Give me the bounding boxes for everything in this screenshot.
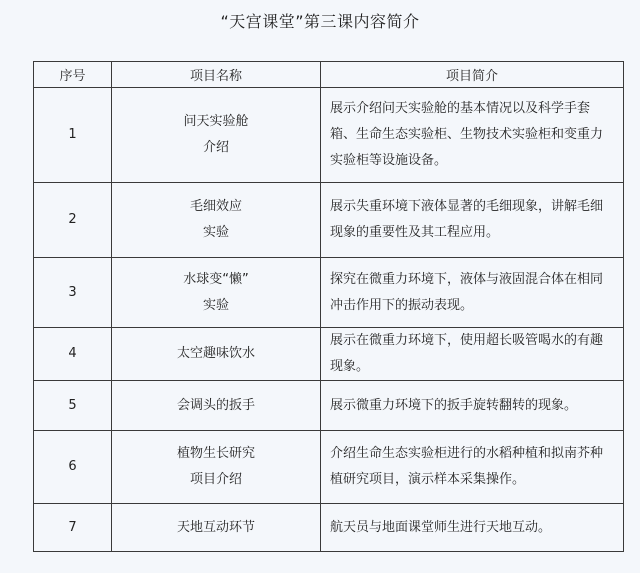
row-project-summary: 展示介绍问天实验舱的基本情况以及科学手套箱、生命生态实验柜、生物技术实验柜和变重力实验柜等设施设备。 xyxy=(321,88,624,183)
row-project-name xyxy=(112,504,321,552)
table-row xyxy=(34,258,624,328)
project-name-line: 植物生长研究 xyxy=(176,446,255,461)
project-name-line: 水球变“懒” xyxy=(183,271,249,287)
row-number: 6 xyxy=(34,431,112,504)
row-project-summary: 展示微重力环境下的扳手旋转翻转的现象。 xyxy=(321,381,624,431)
header-number: 序号 xyxy=(34,62,112,88)
row-project-summary: 展示在微重力环境下，使用超长吸管喝水的有趣现象。 xyxy=(321,328,624,381)
row-project-name xyxy=(112,381,321,431)
row-project-summary: 航天员与地面课堂师生进行天地互动。 xyxy=(321,504,624,552)
project-name-line: 实验 xyxy=(202,297,229,313)
project-name-line: 太空趣味饮水 xyxy=(176,346,255,361)
row-project-name xyxy=(112,328,321,381)
row-number: 2 xyxy=(34,183,112,258)
row-number: 1 xyxy=(34,88,112,183)
table-header-row xyxy=(34,62,624,88)
project-name-line: 会调头的扳手 xyxy=(176,397,255,413)
row-project-name xyxy=(112,183,321,258)
table-row xyxy=(34,504,624,552)
project-name-line: 问天实验舱 xyxy=(183,114,249,129)
table-row xyxy=(34,381,624,431)
table-row xyxy=(34,328,624,381)
row-project-summary: 探究在微重力环境下，液体与液固混合体在相同冲击作用下的振动表现。 xyxy=(321,258,624,328)
row-project-summary: 展示失重环境下液体显著的毛细现象，讲解毛细现象的重要性及其工程应用。 xyxy=(321,183,624,258)
content-table xyxy=(33,61,624,552)
row-project-summary: 介绍生命生态实验柜进行的水稻种植和拟南芥种植研究项目，演示样本采集操作。 xyxy=(321,431,624,504)
table-row xyxy=(34,88,624,183)
row-number: 4 xyxy=(34,328,112,381)
project-name-line: 实验 xyxy=(202,225,229,240)
project-name-line: 天地互动环节 xyxy=(176,519,255,535)
project-name-line: 介绍 xyxy=(202,140,229,155)
row-number: 5 xyxy=(34,381,112,431)
row-number: 7 xyxy=(34,504,112,552)
header-project-summary: 项目简介 xyxy=(321,62,624,88)
project-name-line: 毛细效应 xyxy=(189,199,242,214)
project-name-line: 项目介绍 xyxy=(189,472,242,487)
row-number: 3 xyxy=(34,258,112,328)
header-project-name: 项目名称 xyxy=(112,62,321,88)
page-title: “天宫课堂”第三课内容简介 xyxy=(220,12,420,31)
row-project-name xyxy=(112,431,321,504)
row-project-name xyxy=(112,88,321,183)
table-row xyxy=(34,183,624,258)
table-row xyxy=(34,431,624,504)
row-project-name xyxy=(112,258,321,328)
